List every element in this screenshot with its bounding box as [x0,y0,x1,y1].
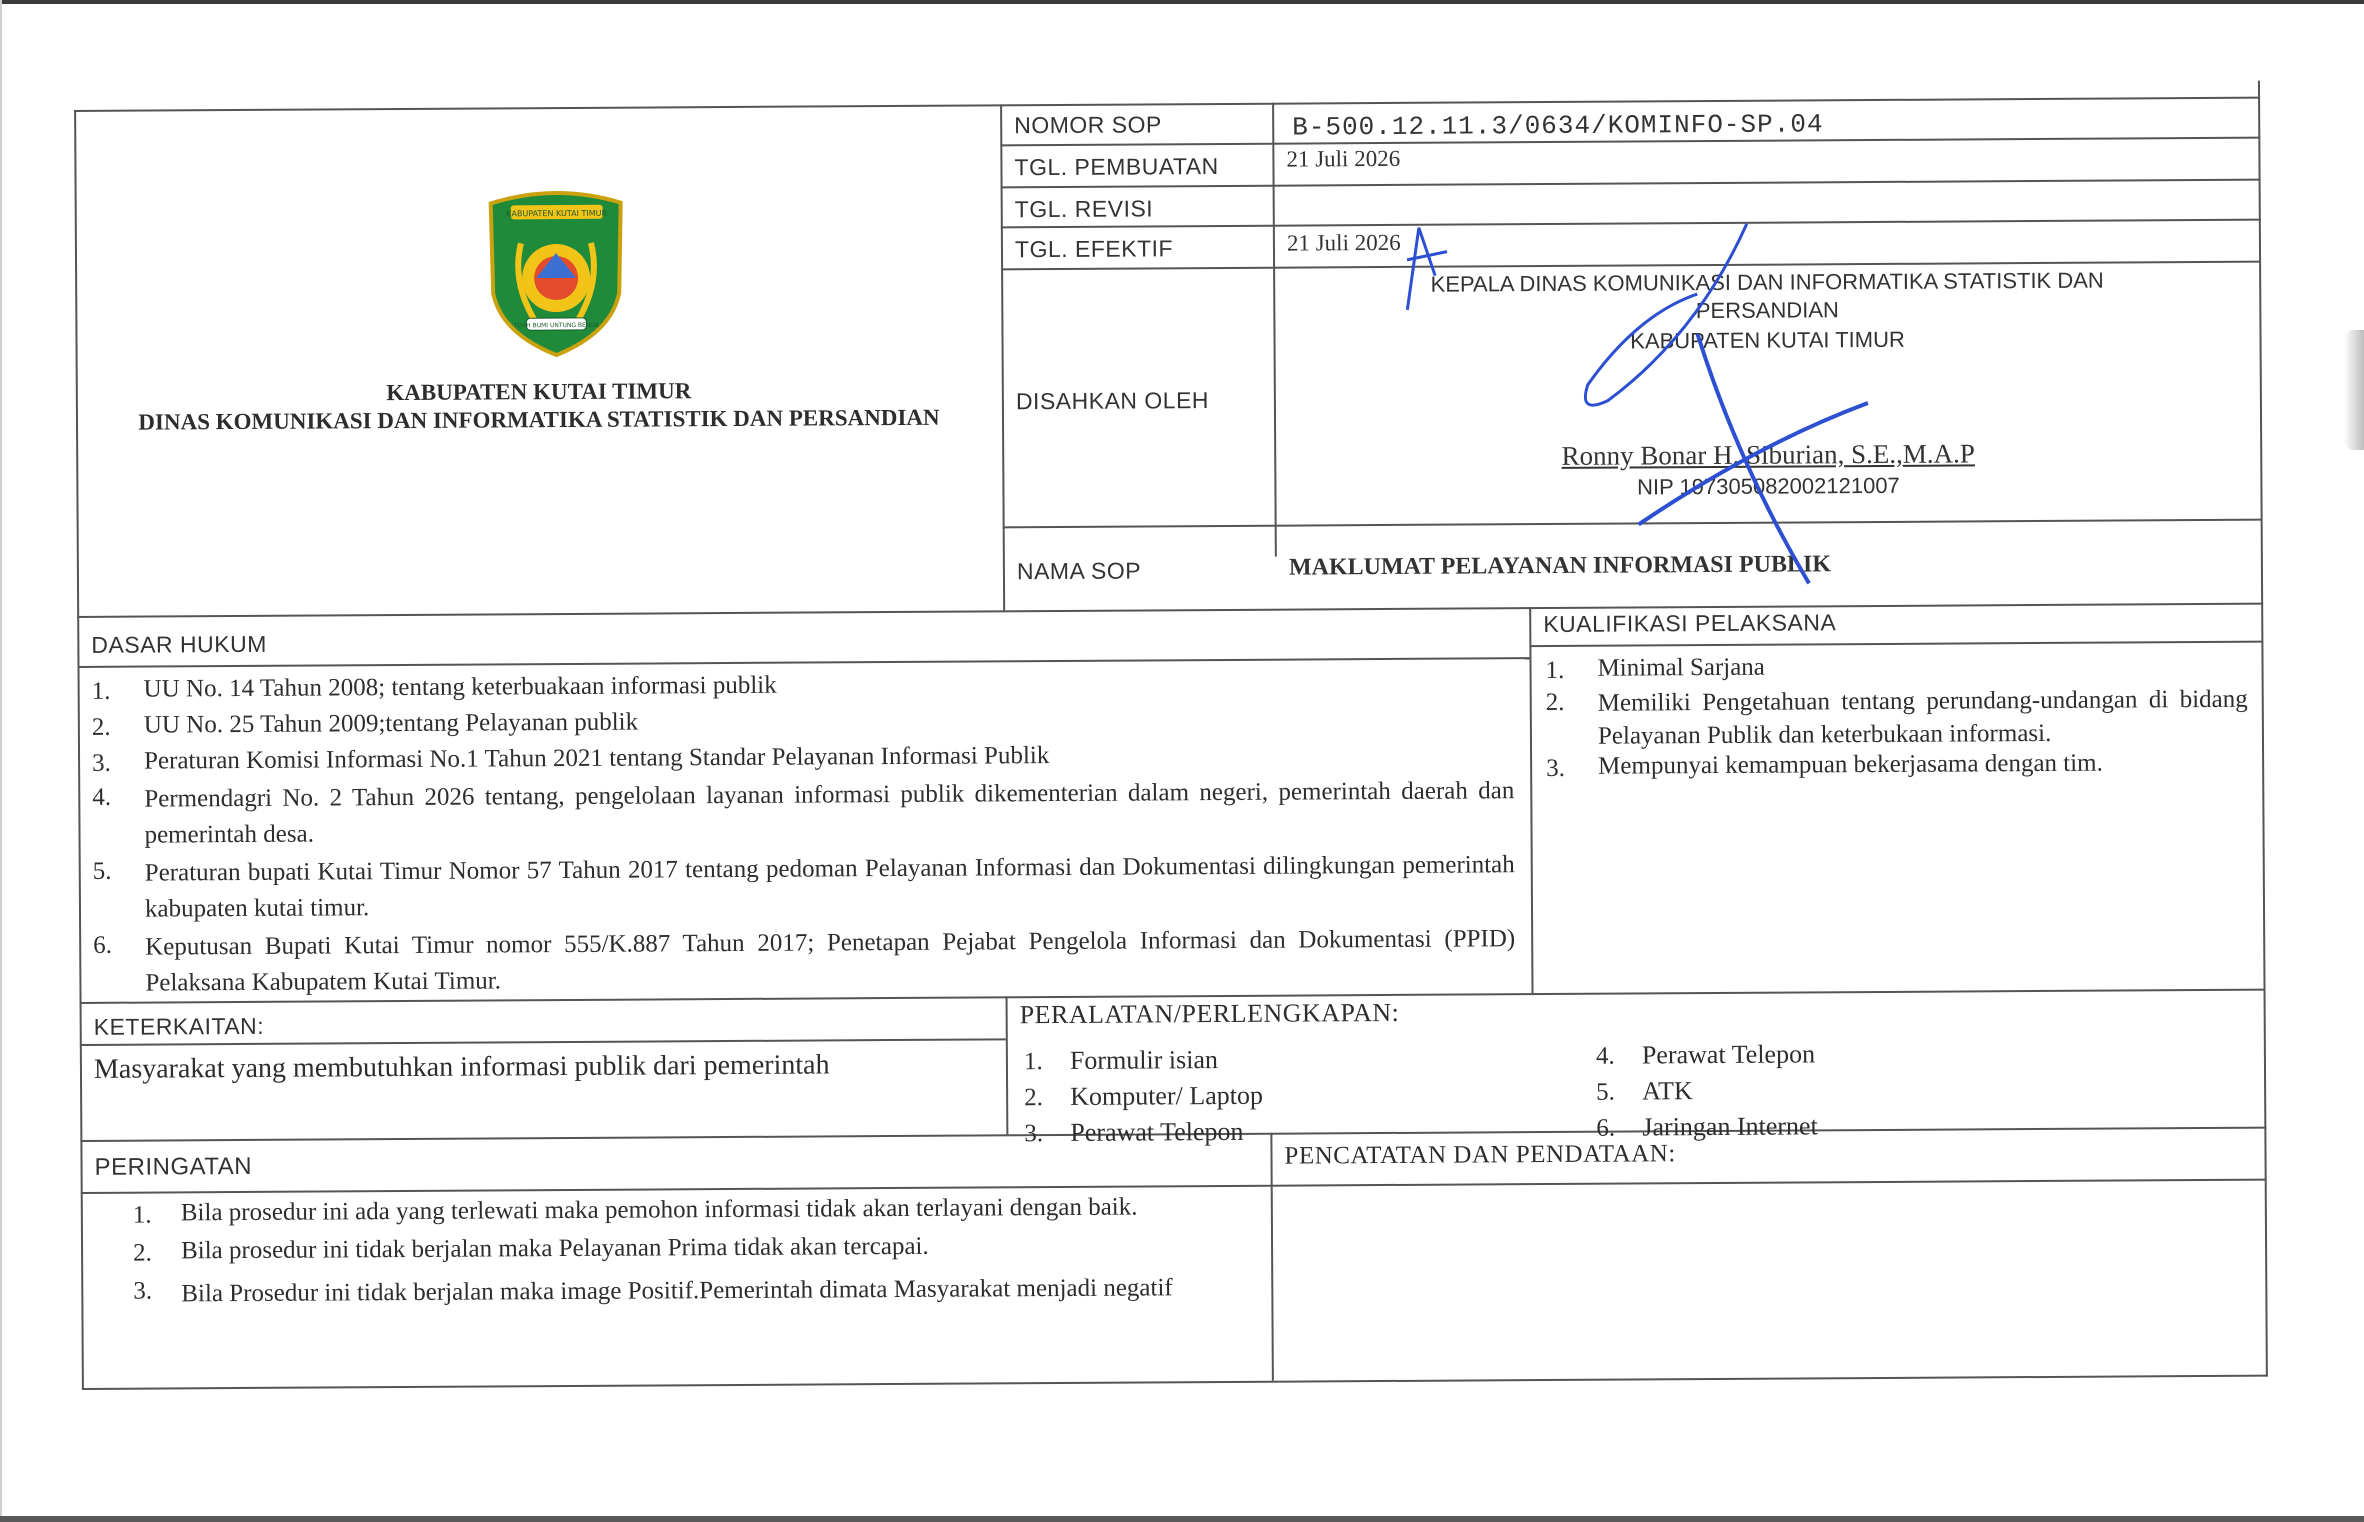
legal-basis-title: DASAR HUKUM [91,630,267,658]
qualification-item: Memiliki Pengetahuan tentang perundang-undangan di bidang Pelayanan Publik dan keterbukaan informasi. [1597,685,2248,750]
qualification-item: Mempunyai kemampuan bekerjasama dengan tim. [1598,749,2103,780]
signer-name: Ronny Bonar H. Siburian, S.E.,M.A.P [1561,438,1975,471]
legal-basis-item: Peraturan bupati Kutai Timur Nomor 57 Tahun 2017 tentang pedoman Pelayanan Informasi dan Dokumentasi dilingkungan pemerintah kabupaten kutai timur. [144,851,1515,923]
qualification-title: KUALIFIKASI PELAKSANA [1543,609,1837,638]
legal-basis-item: Peraturan Komisi Informasi No.1 Tahun 2021 tentang Standar Pelayanan Informasi Publik [143,742,1050,775]
legal-basis-item: Keputusan Bupati Kutai Timur nomor 555/K.887 Tahun 2017; Penetapan Pejabat Pengelola Informasi dan Dokumentasi (PPID) Pelaksana Kabupatem Kutai Timur. [145,925,1516,997]
sop-document: KABUPATEN KUTAI TIMUR TUAH BUMI UNTUNG BENUA KABUPATEN KUTAI TIMUR DINAS KOMUNIKASI DAN INFORMATIKA STATISTIK DAN PERSANDIAN NOMOR SOP B-500.12.11.3/0634/KOMINFO-SP.04 TGL. PEMBUATAN 21 Juli 2026 TGL. REVISI TGL. EFEKTIF 21 Juli 2026 DISAHKAN OLEH KEPALA DINAS KOMUNIKASI DAN INFORMATIKA STATISTIK DAN PERSANDIAN KABUPATEN KUTAI TIMUR Ronny Bonar H. Siburian, S.E.,M.A.P NIP 197305082002121007 NAMA SOP MAKLUMAT PELAYANAN INFORMASI PUBLIK DASAR HUKUM 1. UU No. 14 Tahun 2008; tentang keterbuakaan informasi publik 2. UU No. 25 Tahun 2009;tentang Pelayanan publik 3. Peraturan Komisi Informasi No.1 Tahun 2021 tentang Standar Pelayanan Informasi Publik 4. Permendagri No. 2 Tahun 2026 tentang, pengelolaan layanan informasi publik dikementerian dalam negeri, pemerintah daerah dan pemerintah desa. 5. Peraturan bupati Kutai Timur Nomor 57 Tahun 2017 tentang pedoman Pelayanan Informasi dan Dokumentasi dilingkungan pemerintah kabupaten kutai timur. 6. Keputusan Bupati Kutai Timur nomor 555/K.887 Tahun 2017; Penetapan Pejabat Pengelola Informasi dan Dokumentasi (PPID) Pelaksana Kabupatem Kutai Timur. KUALIFIKASI PELAKSANA 1. Minimal Sarjana 2. Memiliki Pengetahuan tentang perundang-undangan di bidang Pelayanan Publik dan keterbukaan informasi. 3. Mempunyai kemampuan bekerjasama dengan tim. KETERKAITAN: Masyarakat yang membutuhkan informasi publik dari pemerintah PERALATAN/PERLENGKAPAN: 1. Formulir isian 2. Komputer/ Laptop 3. Perawat Telepon 4. Perawat Telepon 5. ATK 6. Jaringan Internet PERINGATAN 1. Bila prosedur ini ada yang terlewati maka pemohon informasi tidak akan terlayani dengan baik. 2. Bila prosedur ini tidak berjalan maka Pelayanan Prima tidak akan tercapai. 3. Bila Prosedur ini tidak berjalan maka image Positif.Pemerintah dimata Masyarakat menjadi negatif PENCATATAN DAN PENDATAAN: [74,81,2268,1390]
equipment-item: Perawat Telepon [1070,1116,1244,1147]
svg-text:KABUPATEN KUTAI TIMUR: KABUPATEN KUTAI TIMUR [506,208,608,219]
header-agency: DINAS KOMUNIKASI DAN INFORMATIKA STATISTIK DAN PERSANDIAN [138,404,940,435]
scan-edge-left [0,0,2,1522]
border-left [74,110,84,1390]
official-title-line1: KEPALA DINAS KOMUNIKASI DAN INFORMATIKA STATISTIK DAN [1430,267,2104,297]
sop-number-value: B-500.12.11.3/0634/KOMINFO-SP.04 [1292,109,1824,143]
sop-name-label: NAMA SOP [1016,557,1142,585]
header-bottom [77,603,2263,618]
equipment-item: Komputer/ Laptop [1070,1080,1264,1111]
equipment-item: Perawat Telepon [1641,1039,1816,1070]
signer-nip: NIP 197305082002121007 [1637,472,1900,500]
creation-date-value: 21 Juli 2026 [1286,145,1401,172]
header-divider [1000,104,1005,612]
legal-basis-item: Permendagri No. 2 Tahun 2026 tentang, pengelolaan layanan informasi publik dikementerian dalam negeri, pemerintah daerah dan pemerintah desa. [144,777,1515,849]
warning-item: Bila prosedur ini tidak berjalan maka Pelayanan Prima tidak akan tercapai. [180,1232,929,1265]
sop-name-value: MAKLUMAT PELAYANAN INFORMASI PUBLIK [1288,551,1832,581]
equipment-title: PERALATAN/PERLENGKAPAN: [1019,997,1400,1030]
approved-by-label: DISAHKAN OLEH [1015,387,1210,415]
qualification-item: Minimal Sarjana [1597,653,1765,682]
warning-title: PERINGATAN [94,1152,253,1181]
official-title-line2: PERSANDIAN [1695,297,1839,324]
effective-date-label: TGL. EFEKTIF [1014,235,1174,263]
sop-number-label: NOMOR SOP [1014,111,1162,139]
legal-basis-item: UU No. 25 Tahun 2009;tentang Pelayanan publik [143,708,639,739]
border-bottom [82,1375,2268,1390]
equipment-item: Formulir isian [1069,1045,1219,1075]
svg-text:TUAH BUMI UNTUNG BENUA: TUAH BUMI UNTUNG BENUA [513,321,599,330]
border-top [74,97,2260,112]
legal-basis-item: UU No. 14 Tahun 2008; tentang keterbuakaan informasi publik [143,671,777,703]
relation-text: Masyarakat yang membutuhkan informasi publik dari pemerintah [93,1049,830,1085]
effective-date-value: 21 Juli 2026 [1286,229,1401,256]
warning-item: Bila Prosedur ini tidak berjalan maka image Positif.Pemerintah dimata Masyarakat menjadi negatif [181,1274,1173,1308]
official-title-line3: KABUPATEN KUTAI TIMUR [1630,326,1905,354]
equipment-item: Jaringan Internet [1642,1111,1818,1142]
scan-shadow [2344,330,2364,450]
equipment-item: ATK [1642,1076,1693,1106]
kutai-timur-emblem-icon [481,183,632,359]
creation-date-label: TGL. PEMBUATAN [1014,153,1219,181]
scan-edge-top [0,0,2364,4]
warning-item: Bila prosedur ini ada yang terlewati maka pemohon informasi tidak akan terlayani dengan baik. [180,1193,1138,1227]
relation-title: KETERKAITAN: [93,1012,265,1040]
scan-edge-bottom [0,1516,2364,1522]
header-regency: KABUPATEN KUTAI TIMUR [386,378,692,406]
recording-title: PENCATATAN DAN PENDATAAN: [1284,1140,1676,1170]
revision-date-label: TGL. REVISI [1014,195,1154,223]
